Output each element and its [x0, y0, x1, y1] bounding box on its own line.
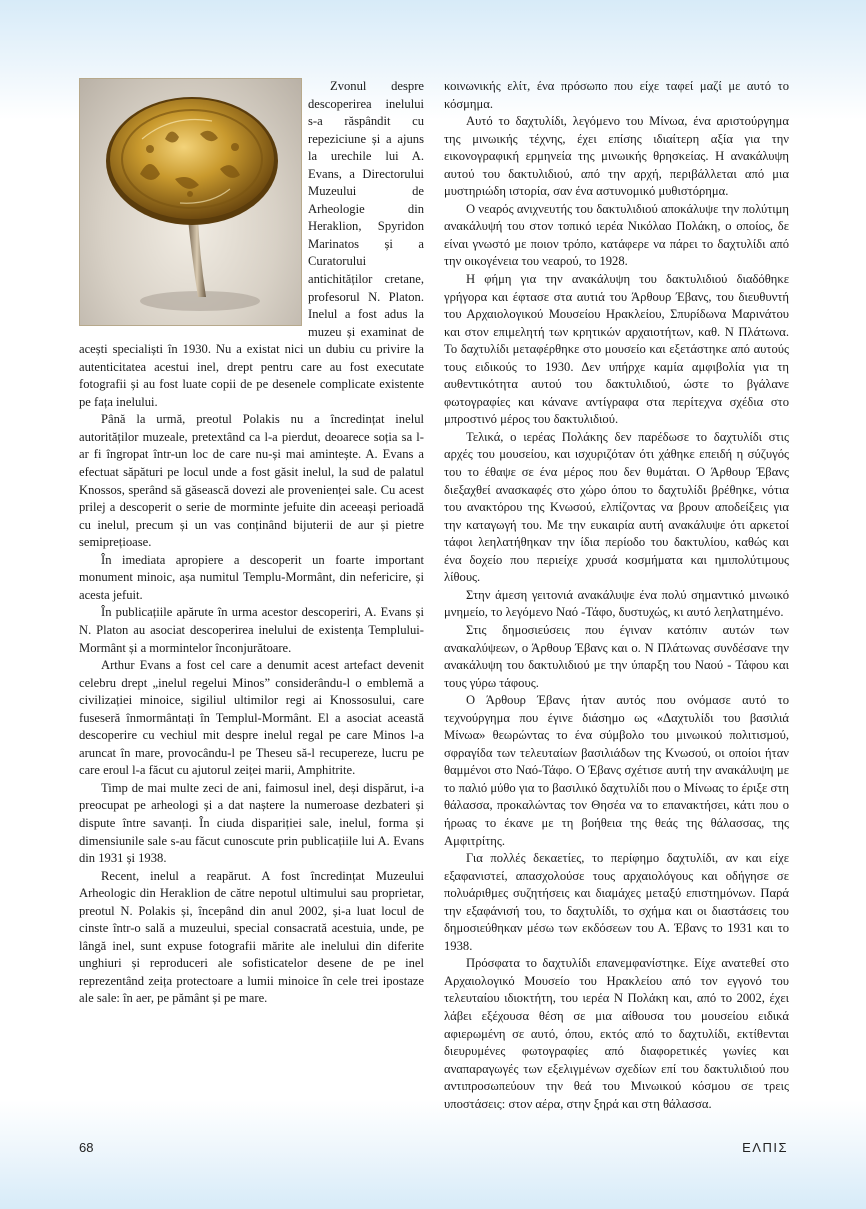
magazine-name: ΕΛΠΙΣ — [742, 1140, 788, 1155]
page-number: 68 — [79, 1140, 94, 1155]
ring-photo — [79, 78, 302, 326]
minos-ring-illustration — [80, 79, 302, 326]
right-paragraph-8: Ο Άρθουρ Έβανς ήταν αυτός που ονόμασε αυτό το τεχνούργημα που έγινε διάσημο ως «Δαχτυλίδι του βασιλιά Μίνωα» θεωρώντας το ένα σύμβολο του μινωικού πολιτισμού, σφραγίδα των τελευταίων βασιλιάδων της Κνωσού, οι οποίοι ήταν θαμμένοι στο Ναό-Τάφο. Ο Έβανς σχέτισε αυτή την ανακάλυψη με το παλιό μύθο για το βασιλικό δαχτυλίδι που ο Μίνωας το έριξε στη θάλασσα, προκαλώντας τον Θησέα να το επανακτήσει, κάτι που ο ήρωας το έκανε με τη βοήθεια της θεάς της θάλασσας, της Αμφιτρίτης. — [444, 693, 789, 848]
right-paragraph-6: Στην άμεση γειτονιά ανακάλυψε ένα πολύ σημαντικό μινωικό μνημείο, το λεγόμενο Ναό -Τάφο, δυστυχώς, κι αυτό λεηλατημένο. — [444, 587, 789, 620]
left-paragraph-4: În publicațiile apărute în urma acestor descoperiri, A. Evans și N. Platon au asociat descoperirea inelului de existența Templului-Mormânt și a mormintelor înconjurătoare. — [79, 605, 424, 655]
left-paragraph-6: Timp de mai multe zeci de ani, faimosul inel, deși dispărut, i-a preocupat pe arheologi și a dat naștere la numeroase dezbateri și dispute între savanți. În ciuda dispariției sale, inelul, forma și dimensiunile sale s-au făcut cunoscute prin publicațiile lui A. Evans din 1931 și 1938. — [79, 780, 424, 866]
left-paragraph-5: Arthur Evans a fost cel care a denumit acest artefact devenit celebru drept „inelul regelui Minos” considerându-l o emblemă a civilizației minoice, sigiliul ultimilor regi ai Knossosului, care fuseseră înmormântați în Templul-Mormânt. El a asociat această descoperire cu vechiul mit despre inelul regal pe care Minos l-a aruncat în mare, provocându-l pe Theseu să-l recupereze, lucru pe care eroul l-a făcut cu ajutorul zeiței marii, Amphitrite. — [79, 658, 424, 778]
left-column — [79, 78, 424, 1008]
left-paragraph-1: Zvonul despre descoperirea inelului s-a răspândit cu repeziciune și a ajuns la urechile lui A. Evans, a Directorului Muzeului de Arheologie din Heraklion, Spyridon Marinatos și a Curatorului antichităților cretane, profesorul N. Platon. Inelul a fost adus la muzeu și examinat de acești specialiști în 1930. Nu a existat nici un dubiu cu privire la autenticitatea acestui inel, drept pentru care au fost executate fotografii și au fost luate copii de pe desenele complicate existente pe fața inelului. — [79, 79, 424, 409]
right-paragraph-5: Τελικά, ο ιερέας Πολάκης δεν παρέδωσε το δαχτυλίδι στις αρχές του μουσείου, και ισχυριζόταν ότι χάθηκε επειδή η σύζυγός του το έθαψε σε ένα μέρος που δεν θυμάται. Ο Άρθουρ Έβανς διεξαχθεί ανασκαφές στο χώρο όπου το δαχτυλίδι βρέθηκε, νότια του ανακτόρου της Κνωσού, ελπίζοντας να βρουν αποδείξεις για την καταγωγή του. Με την ευκαιρία αυτή ανακάλυψε ότι αρκετοί τάφοι λεηλατήθηκαν την ίδια περίοδο του δακτυλίου, καθώς και ένα δοχείο που περιείχε χρυσά κοσμήματα και ημιπολύτιμους λίθους. — [444, 429, 789, 585]
right-paragraph-4: Η φήμη για την ανακάλυψη του δακτυλιδιού διαδόθηκε γρήγορα και έφτασε στα αυτιά του Άρθουρ Έβανς, του διευθυντή του Αρχαιολογικού Μουσείου Ηρακλείου, Σπυρίδωνα Μαρινάτου και στον επιμελητή των κρητικών αρχαιοτήτων, καθ. Ν Πλάτωνα. Το δαχτυλίδι μεταφέρθηκε στο μουσείο και εξετάστηκε από αυτούς τους ειδικούς το 1930. Δεν υπήρχε καμία αμφιβολία για τη αυθεντικότητα αυτού του δακτυλιδιού, ώστε το βγάλανε φωτογραφίες και κάνανε αντίγραφα στα περίτεχνα σχέδια στο μπροστινό μέρος του δακτυλιδιού. — [444, 272, 789, 427]
right-paragraph-1: κοινωνικής ελίτ, ένα πρόσωπο που είχε ταφεί μαζί με αυτό το κόσμημα. — [444, 79, 789, 111]
right-paragraph-3: Ο νεαρός ανιχνευτής του δακτυλιδιού αποκάλυψε την πολύτιμη ανακάλυψή του στον τοπικό ιερέα Νικόλαο Πολάκη, ο οποίος, δε είναι γνωστό με ποιον τρόπο, κατάφερε να πάρει το δαχτυλίδι από την οικογένεια του νεαρού, το 1928. — [444, 201, 789, 269]
left-paragraph-2: Până la urmă, preotul Polakis nu a încredințat inelul autorităților muzeale, pretextând ca l-a pierdut, deoarece soția sa l-ar fi îngropat într-un loc de care nu-și mai amintește. A. Evans a efectuat săpături pe locul unde a fost găsit inelul, la sud de palatul Knossos, sperând să găsească dovezi ale provenienței sale. Cu acest prilej a descoperit o serie de morminte jefuite din aceeași perioadă cu inelul, precum și un vas conținând bijuterii de aur și pietre semiprețioase. — [79, 412, 424, 550]
left-paragraph-3: În imediata apropiere a descoperit un foarte important monument minoic, așa numitul Templu-Mormânt, din nefericire, și acesta jefuit. — [79, 552, 424, 602]
right-paragraph-2: Αυτό το δαχτυλίδι, λεγόμενο του Μίνωα, ένα αριστούργημα της μινωικής τέχνης, έχει επίσης ιδιαίτερη αξία για την εικονογραφική ερμηνεία της μινωικής θρησκείας. Η ανακάλυψη αυτού του δακτυλιδιού, από την αρχή, περιβάλλεται από μια μυστηριώδη ιστορία, σαν ένα αστυνομικό μυθιστόρημα. — [444, 114, 789, 199]
right-paragraph-7: Στις δημοσιεύσεις που έγιναν κατόπιν αυτών των ανακαλύψεων, ο Άρθουρ Έβανς και ο. Ν Πλάτωνας συνδέσανε την ανακάλυψη του δακτυλιδιού με την ύπαρξη του Ναού - Τάφου και τους γύρω τάφους. — [444, 622, 789, 690]
right-paragraph-10: Πρόσφατα το δαχτυλίδι επανεμφανίστηκε. Είχε ανατεθεί στο Αρχαιολογικό Μουσείο του Ηρακλείου από τον εγγονό του τελευταίου ιδιοκτήτη, του ιερέα Ν Πολάκη και, από το 2002, έχει λάβει εξέχουσα θέση σε μια αίθουσα του μουσείου ειδικά αφιερωμένη σε αυτό, όπου, εκτός από το δαχτυλίδι, εκτίθενται διευρυμένες φωτογραφίες από διαφορετικές γωνίες και αναπαραγωγές των εξελιγμένων σχεδίων επί του δακτυλιδιού που αντιπροσωπεύουν την θεά του Μινωικού κόσμου σε τρεις υποστάσεις: στον αέρα, στην ξηρά και στη θάλασσα. — [444, 956, 789, 1111]
right-paragraph-9: Για πολλές δεκαετίες, το περίφημο δαχτυλίδι, αν και είχε εξαφανιστεί, απασχολούσε τους αρχαιολόγους και οδήγησε σε πολυάριθμες συζητήσεις και διαμάχες μεταξύ επιστημόνων. Παρά την εξαφάνισή του, το δαχτυλίδι, το σχήμα και οι διαστάσεις του δημοσιεύθηκαν μέσω των εκδόσεων του Α. Έβανς το 1931 και το 1938. — [444, 851, 789, 953]
left-paragraph-7: Recent, inelul a reapărut. A fost încredințat Muzeului Arheologic din Heraklion de către nepotul ultimului sau proprietar, preotul N. Polakis și, începând din anul 2002, și-a luat locul de cinste într-o sală a muzeului, special consacrată acestuia, unde, pe lângă inel, sunt expuse fotografii mărite ale inelului din diferite unghiuri și reproduceri ale sofisticatelor desene de pe inel reprezentând zeița protectoare a lumii minoice în cele trei ipostaze ale sale: în aer, pe pământ și pe mare. — [79, 868, 424, 1006]
right-column — [444, 78, 789, 1113]
